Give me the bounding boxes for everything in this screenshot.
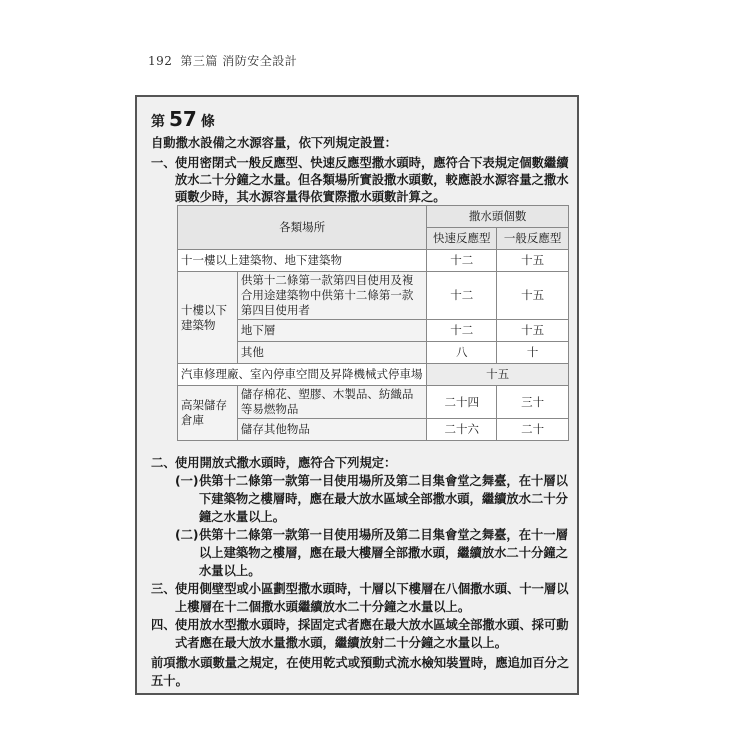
table-row [178, 272, 569, 320]
title-suffix: 條 [200, 114, 215, 130]
row6-place: 儲存棉花、塑膠、木製品、紡織品等易燃物品 [237, 386, 426, 419]
item-3-line-2: 上樓層在十二個撒水頭繼續放水二十分鐘之水量以上。 [175, 600, 471, 614]
row6-general: 三十 [497, 386, 569, 419]
row1-fast: 十二 [427, 250, 497, 272]
row4-general: 十 [497, 342, 569, 364]
table-row [178, 250, 569, 272]
row2-general: 十五 [497, 272, 569, 320]
sprinkler-table [177, 205, 569, 441]
table-row [178, 364, 569, 386]
item-2-line-1: 使用開放式撒水頭時，應符合下列規定： [175, 456, 397, 470]
group1-label: 十樓以下建築物 [178, 272, 238, 364]
row4-fast: 八 [427, 342, 497, 364]
sub-2-line-2: 以上建築物之樓層，應在最大樓層全部撒水頭，繼續放水二十分鐘之 [199, 546, 568, 560]
sub-1-line-3: 鐘之水量以上。 [199, 510, 286, 524]
header-count: 撒水頭個數 [427, 206, 569, 228]
row6-fast: 二十四 [427, 386, 497, 419]
sub-2-label: (二) [175, 528, 199, 542]
title-prefix: 第 [151, 114, 165, 130]
item-2-label: 二、 [151, 456, 176, 470]
row1-general: 十五 [497, 250, 569, 272]
row7-fast: 二十六 [427, 419, 497, 441]
article-title [151, 107, 215, 131]
item-1-line-1: 使用密閉式一般反應型、快速反應型撒水頭時，應符合下表規定個數繼續 [175, 156, 569, 170]
item-3-line-1: 使用側壁型或小區劃型撒水頭時，十層以下樓層在八個撒水頭、十一層以 [175, 582, 569, 596]
sub-1-line-1: 供第十二條第一款第一目使用場所及第二目集會堂之舞臺，在十層以 [199, 474, 568, 488]
header-place: 各類場所 [178, 206, 427, 250]
item-4-line-2: 式者應在最大放水量撒水頭，繼續放射二十分鐘之水量以上。 [175, 636, 508, 650]
article-box [135, 95, 579, 695]
item-4-line-1: 使用放水型撒水頭時，採固定式者應在最大放水區域全部撒水頭、採可動 [175, 618, 569, 632]
sub-2-line-3: 水量以上。 [199, 564, 261, 578]
item-1-label: 一、 [151, 156, 176, 170]
row1-place: 十一樓以上建築物、地下建築物 [178, 250, 427, 272]
item-3-label: 三、 [151, 582, 176, 596]
closing-line-1: 前項撒水頭數量之規定，在使用乾式或預動式流水檢知裝置時，應追加百分之 [151, 656, 570, 670]
page-number: 192 [148, 54, 173, 68]
item-4-label: 四、 [151, 618, 176, 632]
table-row [178, 386, 569, 419]
header-general: 一般反應型 [497, 228, 569, 250]
row7-place: 儲存其他物品 [237, 419, 426, 441]
row2-place: 供第十二條第一款第四目使用及複合用途建築物中供第十二條第一款第四目使用者 [237, 272, 426, 320]
row3-general: 十五 [497, 320, 569, 342]
row3-place: 地下層 [237, 320, 426, 342]
page-header [148, 52, 297, 69]
item-1-line-3: 頭數少時，其水源容量得依實際撒水頭數計算之。 [175, 190, 446, 204]
intro-text: 自動撒水設備之水源容量，依下列規定設置： [151, 136, 397, 150]
row5-merged: 十五 [427, 364, 569, 386]
article-number: 57 [169, 107, 197, 131]
closing-line-2: 五十。 [151, 674, 188, 688]
row3-fast: 十二 [427, 320, 497, 342]
item-1-line-2: 放水二十分鐘之水量。但各類場所實設撒水頭數，較應設水源容量之撒水 [175, 173, 569, 187]
chapter-title: 第三篇 消防安全設計 [180, 54, 298, 68]
row2-fast: 十二 [427, 272, 497, 320]
sub-2-line-1: 供第十二條第一款第一目使用場所及第二目集會堂之舞臺，在十一層 [199, 528, 568, 542]
row7-general: 二十 [497, 419, 569, 441]
group2-label: 高架儲存倉庫 [178, 386, 238, 441]
sub-1-label: (一) [175, 474, 199, 488]
sub-1-line-2: 下建築物之樓層時，應在最大放水區域全部撒水頭，繼續放水二十分 [199, 492, 568, 506]
header-fast: 快速反應型 [427, 228, 497, 250]
row4-place: 其他 [237, 342, 426, 364]
row5-place: 汽車修理廠、室內停車空間及昇降機械式停車場 [178, 364, 427, 386]
